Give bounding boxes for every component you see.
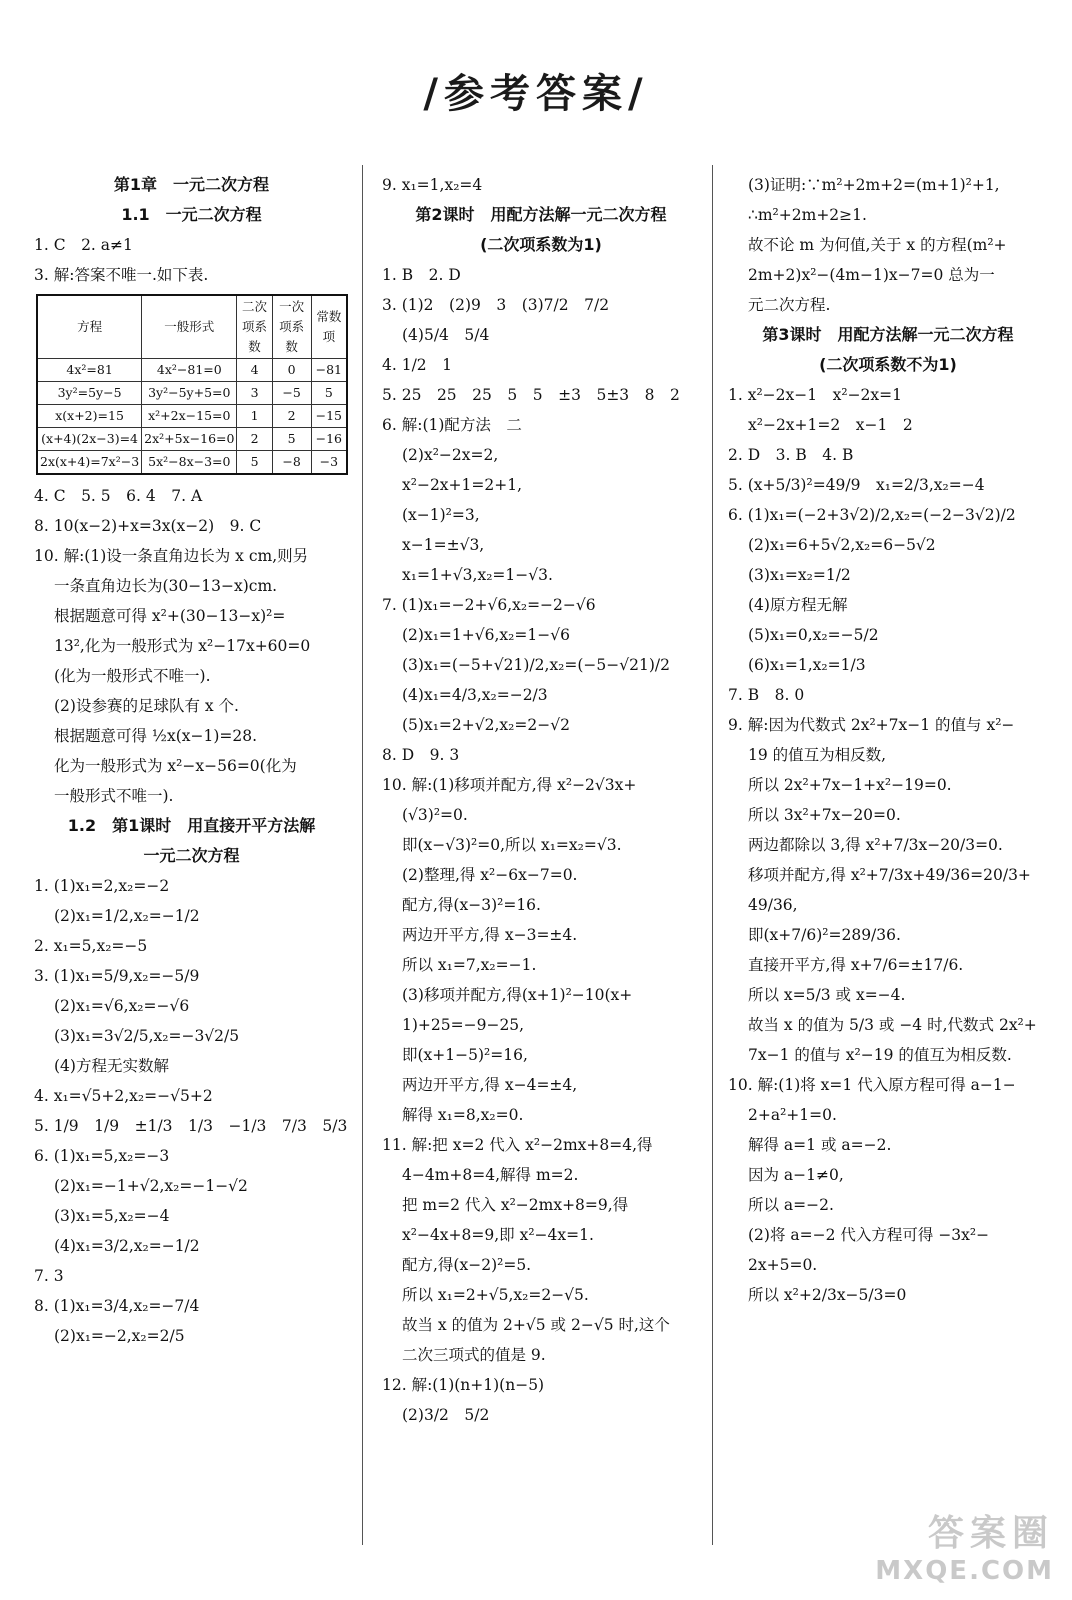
table-cell: −8 [272,451,311,475]
answer-line: 7x−1 的值与 x²−19 的值互为相反数. [748,1046,1012,1064]
answer-line: 10. 解:(1)将 x=1 代入原方程可得 a−1− [728,1076,1016,1094]
answer-line: 移项并配方,得 x²+7/3x+49/36=20/3+ [748,866,1031,884]
answer-line: (2)x₁=√6,x₂=−√6 [54,997,190,1015]
answer-line: 10. 解:(1)设一条直角边长为 x cm,则另 [34,547,309,565]
answer-line: 根据题意可得 ½x(x−1)=28. [54,727,258,745]
answer-line: x²−4x+8=9,即 x²−4x=1. [402,1226,594,1244]
answer-line: (6)x₁=1,x₂=1/3 [748,656,866,674]
answer-line: 即(x+7/6)²=289/36. [748,926,901,944]
chapter-heading: 第1章 一元二次方程 [113,175,270,194]
answer-line: 直接开平方,得 x+7/6=±17/6. [748,956,964,974]
answer-line: (√3)²=0. [402,806,468,824]
answer-line: 两边开平方,得 x−4=±4, [402,1076,578,1094]
section-heading: (二次项系数为1) [480,235,602,254]
answer-line: (4)方程无实数解 [54,1057,169,1075]
answer-line: 6. (1)x₁=(−2+3√2)/2,x₂=(−2−3√2)/2 [728,506,1016,524]
section-heading: 第2课时 用配方法解一元二次方程 [415,205,667,224]
answer-line: 19 的值互为相反数, [748,746,887,764]
section-heading: (二次项系数不为1) [819,355,957,374]
table-header: 二次项系数 [237,295,272,359]
table-cell: 4x²−81=0 [142,359,237,382]
answer-line: 5. (x+5/3)²=49/9 x₁=2/3,x₂=−4 [728,476,985,494]
answer-line: 所以 x₁=2+√5,x₂=2−√5. [402,1286,589,1304]
answer-line: 两边开平方,得 x−3=±4. [402,926,578,944]
answer-line: 所以 2x²+7x−1+x²−19=0. [748,776,952,794]
table-cell: 0 [272,359,311,382]
column-divider [362,165,363,1545]
answer-line: 3. (1)x₁=5/9,x₂=−5/9 [34,967,200,985]
table-cell: 3 [237,382,272,405]
table-cell: 1 [237,405,272,428]
answer-line: 3. 解:答案不唯一.如下表. [34,266,209,284]
answer-line: 解得 x₁=8,x₂=0. [402,1106,524,1124]
answer-line: 二次三项式的值是 9. [402,1346,546,1364]
page-title: /参考答案/ [423,71,649,117]
answer-line: 2. D 3. B 4. B [728,446,854,464]
answer-line: 8. 10(x−2)+x=3x(x−2) 9. C [34,517,262,535]
answer-line: 7. (1)x₁=−2+√6,x₂=−2−√6 [382,596,596,614]
answer-line: 所以 x²+2/3x−5/3=0 [748,1286,907,1304]
answer-line: 两边都除以 3,得 x²+7/3x−20/3=0. [748,836,1003,854]
table-cell: 5 [311,382,347,405]
answer-line: 解得 a=1 或 a=−2. [748,1136,892,1154]
answer-line: 因为 a−1≠0, [748,1166,844,1184]
table-cell: (x+4)(2x−3)=4 [37,428,142,451]
answer-line: ∴m²+2m+2≥1. [748,206,867,224]
section-heading: 一元二次方程 [143,846,240,865]
answer-line: x²−2x+1=2+1, [402,476,523,494]
table-header: 方程 [37,295,142,359]
answer-line: 5. 1/9 1/9 ±1/3 1/3 −1/3 7/3 5/3 [34,1117,348,1135]
answer-line: 3. (1)2 (2)9 3 (3)7/2 7/2 [382,296,610,314]
section-heading: 1.1 一元二次方程 [121,205,262,224]
table-cell: −16 [311,428,347,451]
answer-line: (2)3/2 5/2 [402,1406,490,1424]
answer-line: 所以 x₁=7,x₂=−1. [402,956,537,974]
table-row [37,451,347,475]
answer-line: (2)将 a=−2 代入方程可得 −3x²− [748,1226,990,1244]
answer-column-2 [382,170,700,1430]
answer-line: (2)x₁=−1+√2,x₂=−1−√2 [54,1177,248,1195]
table-row [37,428,347,451]
answer-line: 49/36, [748,896,798,914]
answer-line: 化为一般形式为 x²−x−56=0(化为 [54,757,297,775]
table-cell: 3y²−5y+5=0 [142,382,237,405]
answer-line: x²−2x+1=2 x−1 2 [748,416,913,434]
answer-column-3 [728,170,1048,1310]
answer-line: 1. C 2. a≠1 [34,236,133,254]
table-cell: 2 [237,428,272,451]
table-cell: −81 [311,359,347,382]
answer-table [36,294,348,475]
section-heading: 第3课时 用配方法解一元二次方程 [762,325,1014,344]
answer-line: 所以 3x²+7x−20=0. [748,806,901,824]
answer-line: 8. (1)x₁=3/4,x₂=−7/4 [34,1297,200,1315]
answer-line: 故当 x 的值为 2+√5 或 2−√5 时,这个 [402,1316,670,1334]
answer-line: 8. D 9. 3 [382,746,460,764]
answer-line: 5. 25 25 25 5 5 ±3 5±3 8 2 [382,386,680,404]
answer-line: 2x+5=0. [748,1256,818,1274]
column-divider [712,165,713,1545]
answer-line: (2)整理,得 x²−6x−7=0. [402,866,578,884]
answer-line: 即(x+1−5)²=16, [402,1046,528,1064]
table-row [37,405,347,428]
answer-line: 4. x₁=√5+2,x₂=−√5+2 [34,1087,213,1105]
table-cell: 3y²=5y−5 [37,382,142,405]
table-cell: −15 [311,405,347,428]
answer-line: (3)x₁=x₂=1/2 [748,566,851,584]
answer-line: 10. 解:(1)移项并配方,得 x²−2√3x+ [382,776,637,794]
answer-line: (2)x₁=−2,x₂=2/5 [54,1327,185,1345]
table-cell: x(x+2)=15 [37,405,142,428]
answer-line: 2. x₁=5,x₂=−5 [34,937,148,955]
answer-line: (5)x₁=0,x₂=−5/2 [748,626,879,644]
table-header: 一次项系数 [272,295,311,359]
answer-line: 把 m=2 代入 x²−2mx+8=9,得 [402,1196,629,1214]
answer-line: 7. B 8. 0 [728,686,805,704]
answer-line: 13²,化为一般形式为 x²−17x+60=0 [54,637,311,655]
answer-line: 1. (1)x₁=2,x₂=−2 [34,877,170,895]
answer-line: 一条直角边长为(30−13−x)cm. [54,577,278,595]
answer-line: (3)证明:∵m²+2m+2=(m+1)²+1, [748,176,1000,194]
table-cell: 2x²+5x−16=0 [142,428,237,451]
answer-line: (x−1)²=3, [402,506,480,524]
answer-line: 7. 3 [34,1267,64,1285]
answer-line: 故不论 m 为何值,关于 x 的方程(m²+ [748,236,1007,254]
answer-line: (3)x₁=3√2/5,x₂=−3√2/5 [54,1027,240,1045]
answer-line: (4)原方程无解 [748,596,848,614]
answer-line: 12. 解:(1)(n+1)(n−5) [382,1376,545,1394]
answer-line: (5)x₁=2+√2,x₂=2−√2 [402,716,570,734]
table-cell: 5 [237,451,272,475]
answer-line: (2)x₁=6+5√2,x₂=6−5√2 [748,536,936,554]
answer-line: 6. 解:(1)配方法 二 [382,416,522,434]
answer-line: (2)x₁=1/2,x₂=−1/2 [54,907,200,925]
answer-line: 1)+25=−9−25, [402,1016,525,1034]
table-row [37,382,347,405]
answer-line: 故当 x 的值为 5/3 或 −4 时,代数式 2x²+ [748,1016,1037,1034]
answer-line: 配方,得(x−2)²=5. [402,1256,532,1274]
answer-line: 4. 1/2 1 [382,356,453,374]
table-cell: 5 [272,428,311,451]
answer-line: x₁=1+√3,x₂=1−√3. [402,566,553,584]
table-header: 一般形式 [142,295,237,359]
table-cell: −5 [272,382,311,405]
table-row [37,359,347,382]
table-cell: 4x²=81 [37,359,142,382]
section-heading: 1.2 第1课时 用直接开平方法解 [67,816,316,835]
answer-line: 9. 解:因为代数式 2x²+7x−1 的值与 x²− [728,716,1015,734]
answer-line: (3)x₁=(−5+√21)/2,x₂=(−5−√21)/2 [402,656,670,674]
answer-line: 9. x₁=1,x₂=4 [382,176,483,194]
answer-line: 4. C 5. 5 6. 4 7. A [34,487,203,505]
answer-line: (3)移项并配方,得(x+1)²−10(x+ [402,986,633,1004]
answer-line: 所以 x=5/3 或 x=−4. [748,986,906,1004]
table-header: 常数项 [311,295,347,359]
answer-line: 2+a²+1=0. [748,1106,837,1124]
answer-line: 2m+2)x²−(4m−1)x−7=0 总为一 [748,266,995,284]
answer-line: (2)设参赛的足球队有 x 个. [54,697,239,715]
watermark [875,1505,1054,1586]
answer-line: 即(x−√3)²=0,所以 x₁=x₂=√3. [402,836,622,854]
table-header-row [37,295,347,359]
answer-line: (4)x₁=4/3,x₂=−2/3 [402,686,548,704]
answer-line: (4)x₁=3/2,x₂=−1/2 [54,1237,200,1255]
answer-line: 4−4m+8=4,解得 m=2. [402,1166,579,1184]
answer-line: (2)x²−2x=2, [402,446,499,464]
answer-line: (4)5/4 5/4 [402,326,490,344]
table-cell: 2x(x+4)=7x²−3 [37,451,142,475]
answer-line: (3)x₁=5,x₂=−4 [54,1207,170,1225]
table-cell: 2 [272,405,311,428]
answer-line: 所以 a=−2. [748,1196,834,1214]
answer-line: (2)x₁=1+√6,x₂=1−√6 [402,626,570,644]
answer-line: 11. 解:把 x=2 代入 x²−2mx+8=4,得 [382,1136,653,1154]
answer-line: 配方,得(x−3)²=16. [402,896,541,914]
answer-line: x−1=±√3, [402,536,485,554]
answer-line: 1. B 2. D [382,266,461,284]
watermark-logo-text: 答案圈 [927,1513,1054,1554]
table-cell: 4 [237,359,272,382]
watermark-url: MXQE.COM [875,1556,1054,1586]
answer-line: 根据题意可得 x²+(30−13−x)²= [54,607,286,625]
answer-line: 6. (1)x₁=5,x₂=−3 [34,1147,170,1165]
answer-line: 元二次方程. [748,296,831,314]
answer-line: 一般形式不唯一). [54,787,174,805]
table-cell: 5x²−8x−3=0 [142,451,237,475]
answer-line: 1. x²−2x−1 x²−2x=1 [728,386,903,404]
table-cell: −3 [311,451,347,475]
table-cell: x²+2x−15=0 [142,405,237,428]
answer-column-1 [34,170,349,1351]
answer-line: (化为一般形式不唯一). [54,667,211,685]
